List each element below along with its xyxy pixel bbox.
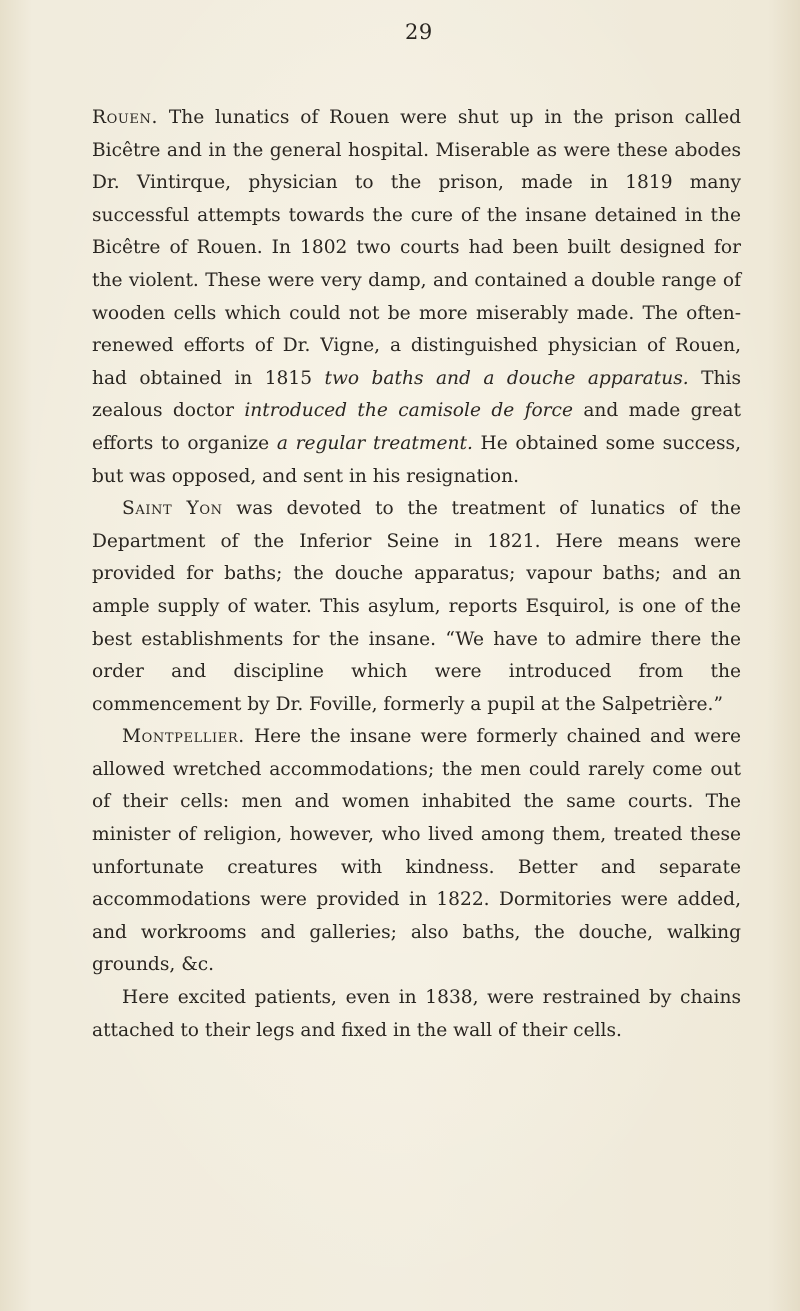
text-run: The lunatics of Rouen were shut up in the prison called Bicêtre and in the general hospital. Miserable as were these abodes Dr. Vintirque, physician to the prison, made in 1819 many successful attempts towards the cure of the insane detained in the Bicêtre of Rouen. In 1802 two courts had been built designed for the violent. These were very damp, and contained a double range of wooden cells which could not be more miserably made. The often-renewed efforts of Dr. Vigne, a distinguished physician of Rouen, had obtained in 1815 [92,107,741,389]
paragraph-chains [92,982,741,1047]
paragraph-rouen [92,102,741,493]
italic-text-run: a regular treatment. [276,432,473,454]
text-run: was devoted to the treatment of lunatics of the Department of the Inferior Seine in 1821. Here means were provided for baths; the douche apparatus; vapour baths; and an ample supply of water. This asylum, reports Esquirol, is one of the best establishments for the insane. “We have to admire there the order and discipline which were introduced from the commencement by Dr. Foville, formerly a pupil at the Salpetrière.” [92,498,741,715]
heading-rouen: Rouen. [92,107,158,128]
italic-text-run: introduced the camisole de force [244,400,573,422]
paragraph-saint-yon [92,493,741,721]
text-run: Here the insane were formerly chained and were allowed wretched accommodations; the men could rarely come out of their cells: men and women inhabited the same courts. The minister of religion, however, who lived among them, treated these unfortunate creatures with kindness. Better and separate accommodations were provided in 1822. Dormitories were added, and workrooms and galleries; also baths, the douche, walking grounds, &c. [92,726,741,976]
paragraph-montpellier [92,721,741,982]
italic-text-run: two baths and a douche apparatus. [324,367,689,389]
text-run: and made great efforts to organize [92,400,741,454]
body-text [92,102,741,1047]
heading-montpellier: Montpellier. [122,726,245,748]
page-number: 29 [405,20,433,44]
heading-saint-yon: Saint Yon [122,498,223,520]
text-run: Here excited patients, even in 1838, were restrained by chains attached to their legs and fixed in the wall of their cells. [92,987,741,1041]
text-run: He obtained some success, but was opposed, and sent in his resignation. [92,432,741,487]
text-run: This zealous doctor [92,367,741,422]
